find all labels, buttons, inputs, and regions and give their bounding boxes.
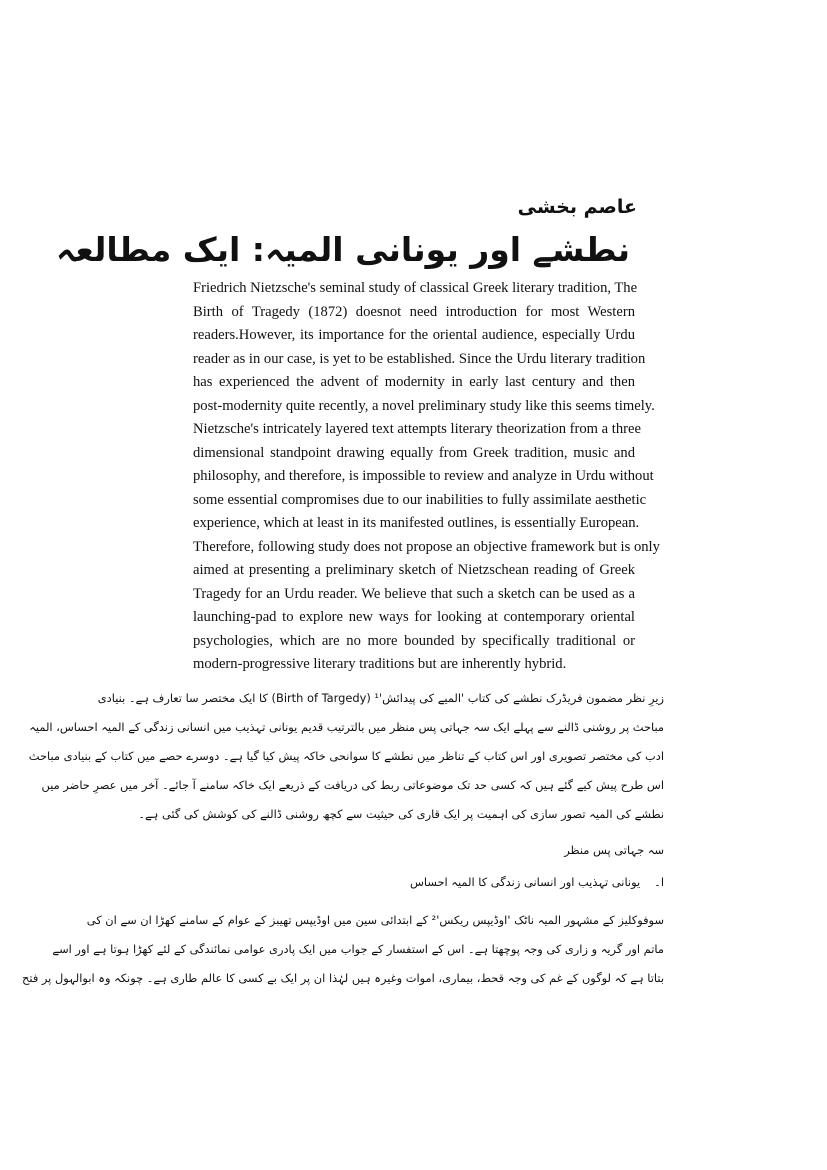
abstract-line: Therefore, following study does not propose an objective framework but is only (193, 538, 660, 555)
article-title: نطشے اور یونانی المیہ: ایک مطالعہ (55, 230, 630, 269)
intro-line: زیرِ نظر مضمون فریڈرک نطشے کی کتاب 'المیے کی پیدائش'¹ (Birth of Targedy) کا ایک مختصر سا تعارف ہے۔ بنیادی (97, 691, 664, 705)
abstract-line: Birth of Tragedy (1872) doesnot need introduction for most Western (193, 303, 635, 320)
abstract-line: aimed at presenting a preliminary sketch of Nietzschean reading of Greek (193, 562, 635, 578)
section-heading: سہ جہاتی پس منظر (564, 843, 664, 857)
english-abstract (193, 277, 660, 677)
intro-line: مباحث پر روشنی ڈالنے سے پہلے ایک سہ جہاتی پس منظر میں بالترتیب قدیم یونانی تہذیب میں انسانی زندگی کے المیہ احساس، المیہ (29, 720, 664, 734)
urdu-body-paragraph (22, 906, 664, 993)
urdu-intro-paragraph (28, 684, 664, 829)
abstract-line: reader as in our case, is yet to be established. Since the Urdu literary tradition (193, 350, 646, 367)
abstract-line: Friedrich Nietzsche's seminal study of classical Greek literary tradition, The (193, 280, 638, 296)
intro-line: نطشے کی المیہ تصور سازی کی اہمیت پر ایک قاری کی حیثیت سے کچھ روشنی ڈالنے کی کوشش کی گئی ہے۔ (138, 807, 664, 821)
subsection-number: ا۔ (654, 875, 664, 889)
abstract-line: modern-progressive literary traditions but are inherently hybrid. (193, 656, 567, 672)
abstract-line: experience, which at least in its manifested outlines, is essentially European. (193, 515, 640, 531)
abstract-line: Tragedy for an Urdu reader. We believe that such a sketch can be used as a (193, 585, 635, 602)
body-line: سوفوکلیز کے مشہور المیہ ناٹک 'اوڈیپس ریکس'² کے ابتدائی سین میں اوڈیپس تھیبز کے عوام کے سامنے کھڑا ان سے ان کی (86, 913, 664, 927)
abstract-line: some essential compromises due to our inabilities to fully assimilate aesthetic (193, 491, 647, 508)
author-name: عاصم بخشی (517, 196, 637, 218)
subsection-title: یونانی تہذیب اور انسانی زندگی کا المیہ احساس (409, 875, 641, 889)
abstract-line: dimensional standpoint drawing equally from Greek tradition, music and (193, 444, 635, 461)
abstract-line: philosophy, and therefore, is impossible to review and analyze in Urdu without (193, 468, 654, 484)
abstract-line: readers.However, its importance for the oriental audience, especially Urdu (193, 327, 635, 343)
abstract-line: launching-pad to explore new ways for looking at contemporary oriental (193, 609, 635, 625)
intro-line: اس طرح پیش کیے گئے ہیں کہ کسی حد تک موضوعاتی ربط کی دریافت کے ذریعے ایک خاکہ سامنے آ جائے۔ آخر میں عصرِ حاضر میں (41, 778, 664, 792)
abstract-line: has experienced the advent of modernity in early last century and then (193, 374, 635, 390)
intro-line: ادب کی مختصر تصویری اور اس کتاب کے تناظر میں نطشے کا سوانحی خاکہ پیش کیا گیا ہے۔ دوسرے حصے میں کتاب کے بنیادی مباحث (28, 749, 664, 763)
body-line: ماتم اور گریہ و زاری کی وجہ پوچھتا ہے۔ اس کے استفسار کے جواب میں ایک پادری عوامی نمائندگی کے لئے کھڑا ہوتا ہے اور اسے (52, 942, 664, 956)
body-line: بتاتا ہے کہ لوگوں کے غم کی وجہ قحط، بیماری، اموات وغیرہ ہیں لہٰذا ان پر ایک بے کسی کا عالم طاری ہے۔ چونکہ وہ ابوالہول پر فتح (22, 971, 664, 985)
abstract-line: psychologies, which are no more bounded by specifically traditional or (193, 632, 635, 649)
subsection-heading (410, 875, 664, 889)
abstract-line: post-modernity quite recently, a novel preliminary study like this seems timely. (193, 397, 655, 414)
abstract-line: Nietzsche's intricately layered text attempts literary theorization from a three (193, 421, 641, 437)
